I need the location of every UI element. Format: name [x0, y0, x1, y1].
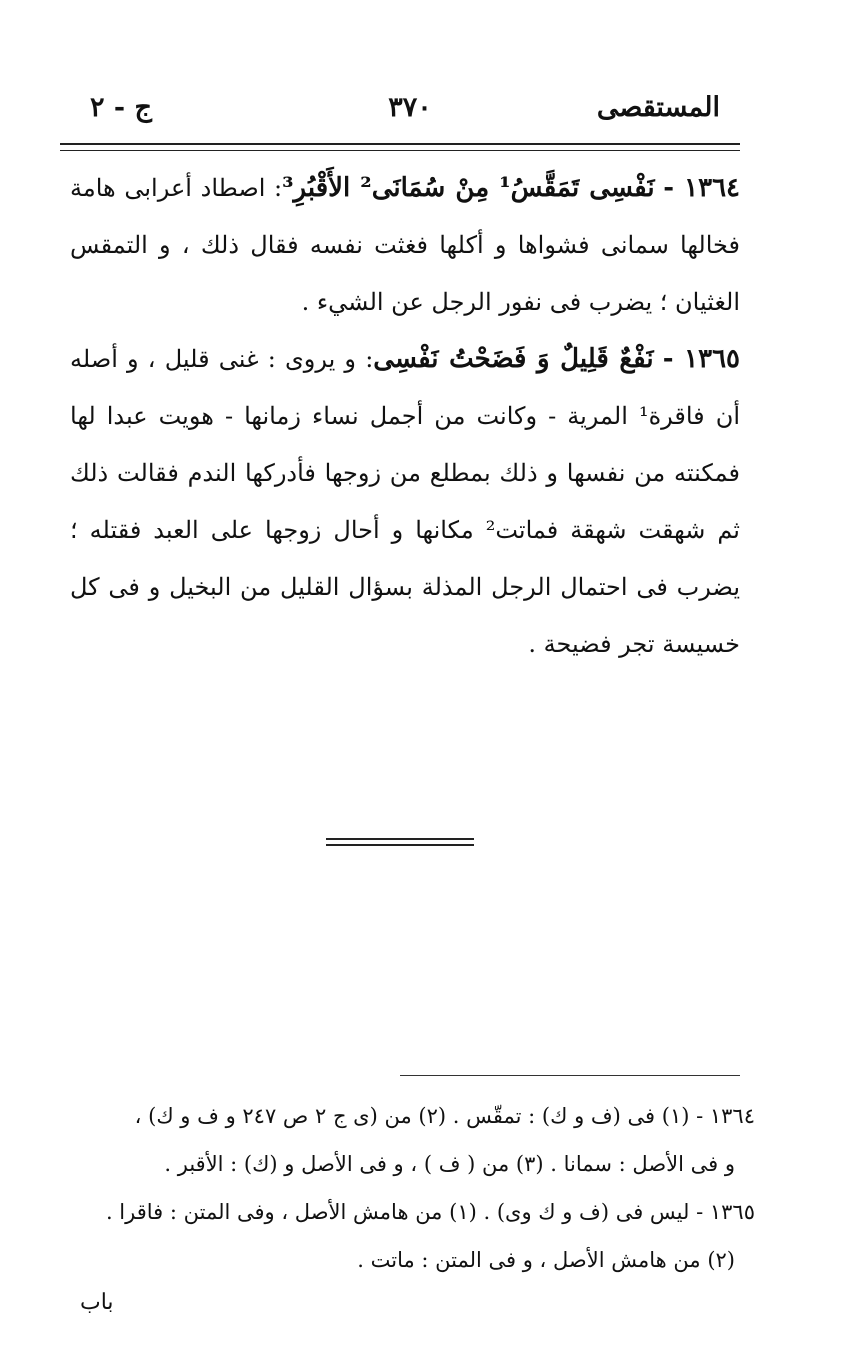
entry-text: : اصطاد أعرابى هامة فخالها سمانى فشواها و أكلها فغثت نفسه فقال ذلك ، و التمقس الغثيان ؛ يضرب فى نفور الرجل عن الشيء .: [70, 174, 740, 316]
catchword: باب: [80, 1290, 114, 1315]
footnotes: [55, 1092, 755, 1284]
footnote-line: ١٣٦٤ - (١) فى (ف و ك) : تمقّس . (٢) من (ى ج ٢ ص ٢٤٧ و ف و ك) ،: [134, 1104, 755, 1128]
entry-number: ١٣٦٤ -: [663, 173, 740, 203]
proverb: نَفْعٌ قَلِيلٌ وَ فَضَحْتُ نَفْسِى: [373, 344, 654, 374]
entry-1365: [70, 331, 740, 673]
book-title: المستقصى: [596, 92, 720, 123]
page-number: ٣٧٠: [388, 92, 432, 123]
entry-text: : و يروى : غنى قليل ، و أصله أن فاقرة¹ المرية - وكانت من أجمل نساء زمانها - هويت عبدا لها فمكنته من نفسها و ذلك بمطلع من زوجها فأدركها الندم فقالت ذلك ثم شهقت شهقة فماتت² مكانها و أحال زوجها على العبد فقتله ؛ يضرب فى احتمال الرجل المذلة بسؤال القليل من البخيل و فى كل خسيسة تجر فضيحة .: [70, 345, 740, 658]
entry-number: ١٣٦٥ -: [662, 344, 741, 374]
footnote-line: و فى الأصل : سمانا . (٣) من ( ف ) ، و فى الأصل و (ك) : الأقبر .: [164, 1152, 735, 1176]
footnote-line: ١٣٦٥ - ليس فى (ف و ك وى) . (١) من هامش الأصل ، وفى المتن : فاقرا .: [105, 1200, 755, 1224]
main-text: [70, 160, 740, 673]
page-header: [60, 92, 740, 136]
section-divider: [326, 838, 474, 846]
volume-label: ج - ٢: [90, 92, 152, 123]
entry-1364: [70, 160, 740, 331]
proverb: نَفْسِى تَمَقَّسُ¹ مِنْ سُمَانَى² الأَقْبُرِ³: [282, 173, 655, 203]
header-rule: [60, 143, 740, 151]
footnote-rule: [400, 1075, 740, 1076]
footnote-line: (٢) من هامش الأصل ، و فى المتن : ماتت .: [357, 1248, 735, 1272]
